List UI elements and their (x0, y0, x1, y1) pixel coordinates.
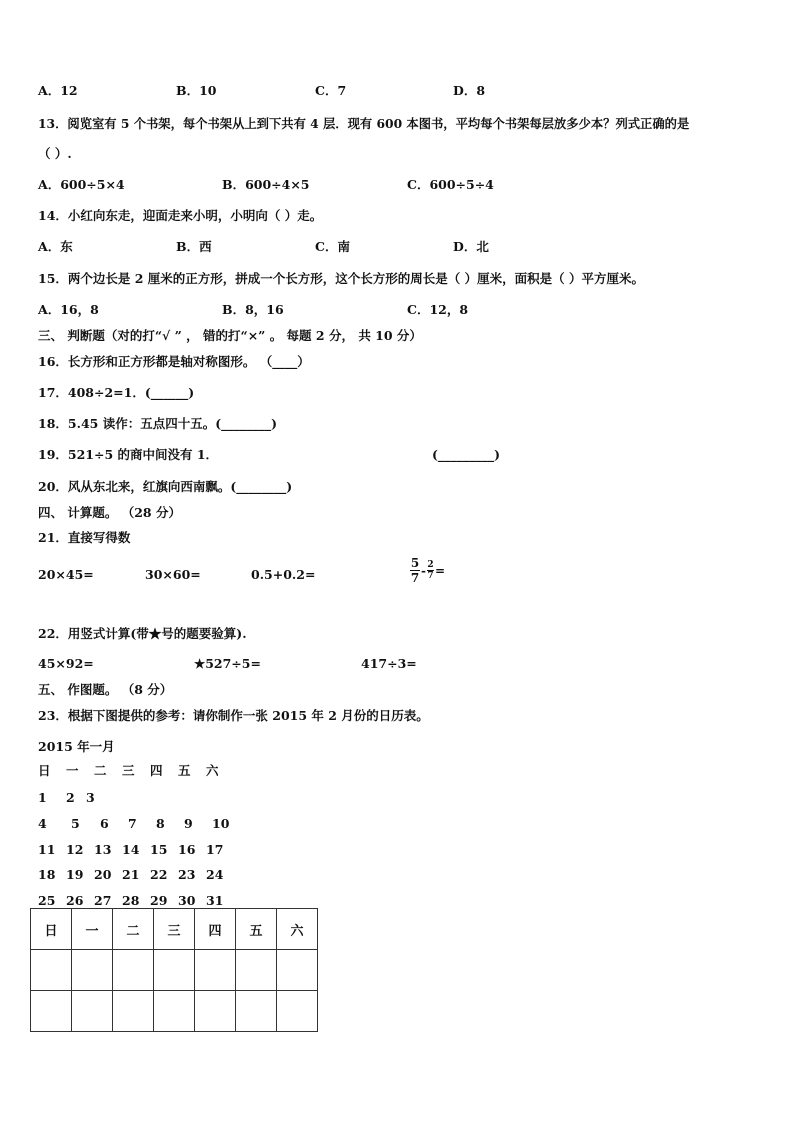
fraction-a (410, 556, 420, 585)
q19-stem: 19．521÷5 的商中间没有 1． (38, 447, 219, 462)
q13-stem-cont: （ ）. (38, 146, 72, 161)
table-cell[interactable] (31, 950, 72, 991)
q12-option-d: D．8 (453, 83, 486, 98)
q21-item-2: 30×60= (145, 567, 201, 582)
calendar-day: 30 (178, 893, 196, 908)
table-cell[interactable] (154, 950, 195, 991)
table-cell[interactable] (277, 950, 318, 991)
calendar-day: 28 (122, 893, 140, 908)
q14-stem: 14．小红向东走，迎面走来小明，小明向（ ）走。 (38, 208, 323, 223)
table-header-cell: 五 (236, 909, 277, 950)
section-4-heading: 四、 计算题。 （28 分） (38, 505, 181, 520)
q22-item-3: 417÷3= (361, 656, 417, 671)
calendar-weekday: 五 (178, 763, 191, 778)
calendar-day: 15 (150, 842, 168, 857)
table-cell[interactable] (195, 991, 236, 1032)
calendar-week-row (38, 842, 234, 858)
fraction-equals: = (434, 563, 446, 578)
section-3-heading: 三、 判断题（对的打“√ ” ， 错的打“×” 。 每题 2 分， 共 10 分） (38, 328, 422, 343)
fraction-b-denominator: 7 (427, 571, 434, 581)
fraction-a-denominator: 7 (410, 571, 420, 585)
calendar-day: 12 (66, 842, 84, 857)
q12-option-b: B．10 (176, 83, 217, 98)
q13-option-a: A．600÷5×4 (38, 177, 125, 192)
calendar-day: 18 (38, 867, 56, 882)
calendar-day: 14 (122, 842, 140, 857)
calendar-day: 20 (94, 867, 112, 882)
calendar-day: 6 (100, 816, 109, 831)
calendar-weekday: 六 (206, 763, 219, 778)
calendar-week-row (38, 816, 240, 832)
section-5-heading: 五、 作图题。 （8 分） (38, 682, 173, 697)
table-header-row (31, 909, 318, 950)
q15-stem: 15．两个边长是 2 厘米的正方形，拼成一个长方形，这个长方形的周长是（ ）厘米，面积是（ ）平方厘米。 (38, 271, 645, 286)
table-header-cell: 二 (113, 909, 154, 950)
calendar-day: 31 (206, 893, 224, 908)
calendar-day: 8 (156, 816, 165, 831)
table-cell[interactable] (72, 991, 113, 1032)
table-cell[interactable] (277, 991, 318, 1032)
table-row (31, 950, 318, 991)
q12-option-a: A．12 (38, 83, 78, 98)
q21-item-1: 20×45= (38, 567, 94, 582)
table-header-cell: 六 (277, 909, 318, 950)
calendar-day: 24 (206, 867, 224, 882)
calendar-day: 27 (94, 893, 112, 908)
calendar-day: 1 (38, 790, 47, 805)
table-cell[interactable] (195, 950, 236, 991)
calendar-weekday: 四 (150, 763, 163, 778)
q15-option-c: C．12，8 (407, 302, 469, 317)
calendar-weekday-row (38, 763, 234, 779)
calendar-day: 5 (71, 816, 80, 831)
fraction-operator: - (421, 563, 426, 578)
q15-option-a: A．16，8 (38, 302, 99, 317)
calendar-day: 16 (178, 842, 196, 857)
fraction-b (427, 560, 434, 581)
calendar-day: 19 (66, 867, 84, 882)
q21-fraction-expression (410, 556, 445, 585)
calendar-day: 25 (38, 893, 56, 908)
calendar-week-row (38, 790, 114, 806)
calendar-day: 17 (206, 842, 224, 857)
q14-option-a: A．东 (38, 239, 73, 254)
calendar-weekday: 一 (66, 763, 79, 778)
calendar-day: 26 (66, 893, 84, 908)
calendar-weekday: 三 (122, 763, 135, 778)
q14-option-b: B．西 (176, 239, 212, 254)
q19-answer-blank: (_________) (432, 447, 501, 462)
q23-stem: 23．根据下图提供的参考：请你制作一张 2015 年 2 月份的日历表。 (38, 708, 429, 723)
fraction-a-numerator: 5 (410, 556, 420, 570)
calendar-week-row (38, 867, 234, 883)
q18: 18．5.45 读作：五点四十五。(________) (38, 416, 278, 431)
q14-option-d: D．北 (453, 239, 489, 254)
q13-stem: 13．阅览室有 5 个书架，每个书架从上到下共有 4 层．现有 600 本图书，平均每个书架每层放多少本？列式正确的是 (38, 116, 690, 131)
calendar-week-row (38, 893, 234, 909)
calendar-day: 13 (94, 842, 112, 857)
table-cell[interactable] (113, 950, 154, 991)
calendar-day: 7 (128, 816, 137, 831)
calendar-weekday: 日 (38, 763, 51, 778)
calendar-day: 21 (122, 867, 140, 882)
calendar-day: 9 (184, 816, 193, 831)
q17: 17．408÷2=1．(______) (38, 385, 195, 400)
table-cell[interactable] (72, 950, 113, 991)
q20: 20．风从东北来，红旗向西南飘。(________) (38, 479, 293, 494)
table-row (31, 991, 318, 1032)
q22-item-1: 45×92= (38, 656, 94, 671)
calendar-weekday: 二 (94, 763, 107, 778)
q22-stem: 22．用竖式计算(带★号的题要验算). (38, 626, 247, 641)
q16: 16．长方形和正方形都是轴对称图形。 （____） (38, 354, 310, 369)
q13-option-b: B．600÷4×5 (222, 177, 310, 192)
q15-option-b: B．8，16 (222, 302, 284, 317)
q13-option-c: C．600÷5÷4 (407, 177, 494, 192)
table-cell[interactable] (154, 991, 195, 1032)
calendar-day: 3 (86, 790, 95, 805)
table-cell[interactable] (236, 950, 277, 991)
q22-item-2: ★527÷5= (194, 656, 261, 671)
table-cell[interactable] (236, 991, 277, 1032)
q14-option-c: C．南 (315, 239, 350, 254)
fraction-b-numerator: 2 (427, 560, 434, 570)
q21-stem: 21．直接写得数 (38, 530, 131, 545)
table-header-cell: 一 (72, 909, 113, 950)
q21-item-3: 0.5+0.2= (251, 567, 316, 582)
calendar-day: 29 (150, 893, 168, 908)
table-header-cell: 日 (31, 909, 72, 950)
q12-option-c: C．7 (315, 83, 347, 98)
table-header-cell: 三 (154, 909, 195, 950)
february-calendar-table (30, 908, 318, 1032)
table-cell[interactable] (113, 991, 154, 1032)
calendar-day: 11 (38, 842, 56, 857)
table-cell[interactable] (31, 991, 72, 1032)
calendar-day: 22 (150, 867, 168, 882)
table-header-cell: 四 (195, 909, 236, 950)
calendar-title: 2015 年一月 (38, 739, 115, 754)
calendar-day: 4 (38, 816, 47, 831)
calendar-day: 2 (66, 790, 75, 805)
calendar-day: 10 (212, 816, 230, 831)
calendar-day: 23 (178, 867, 196, 882)
